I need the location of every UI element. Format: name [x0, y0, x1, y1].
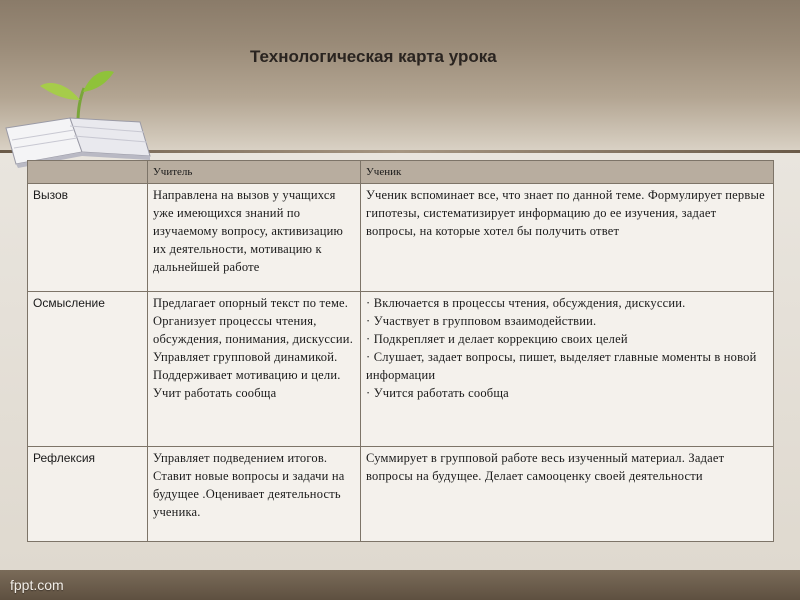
student-cell	[361, 292, 774, 447]
open-book-sprout-icon	[0, 60, 160, 170]
header-student: Ученик	[361, 161, 774, 184]
teacher-cell: Управляет подведением итогов. Ставит новые вопросы и задачи на будущее .Оценивает деятельность ученика.	[148, 447, 361, 542]
table-row	[28, 184, 774, 292]
student-cell: Суммирует в групповой работе весь изученный материал. Задает вопросы на будущее. Делает самооценку своей деятельности	[361, 447, 774, 542]
footer-band	[0, 570, 800, 600]
stage-cell: Вызов	[28, 184, 148, 292]
teacher-cell: Направлена на вызов у учащихся уже имеющихся знаний по изучаемому вопросу, активизацию их деятельности, мотивацию к дальнейшей работе	[148, 184, 361, 292]
lesson-map-table	[27, 160, 774, 542]
list-item: · Учится работать сообща	[366, 384, 768, 402]
stage-cell: Рефлексия	[28, 447, 148, 542]
page-title: Технологическая карта урока	[250, 47, 497, 66]
list-item: · Включается в процессы чтения, обсуждения, дискуссии.	[366, 294, 768, 312]
list-item: · Подкрепляет и делает коррекцию своих целей	[366, 330, 768, 348]
table-row	[28, 447, 774, 542]
list-item: · Участвует в групповом взаимодействии.	[366, 312, 768, 330]
stage-cell: Осмысление	[28, 292, 148, 447]
header-teacher: Учитель	[148, 161, 361, 184]
student-cell: Ученик вспоминает все, что знает по данной теме. Формулирует первые гипотезы, систематизирует информацию до ее изучения, задает вопросы, на которые хотел бы получить ответ	[361, 184, 774, 292]
footer-logo-text: fppt.com	[10, 577, 64, 593]
header-stage	[28, 161, 148, 184]
table-header-row	[28, 161, 774, 184]
list-item: · Слушает, задает вопросы, пишет, выделяет главные моменты в новой информации	[366, 348, 768, 384]
table-row	[28, 292, 774, 447]
teacher-cell: Предлагает опорный текст по теме. Организует процессы чтения, обсуждения, понимания, дискуссии. Управляет групповой динамикой. Поддерживает мотивацию и цели. Учит работать сообща	[148, 292, 361, 447]
